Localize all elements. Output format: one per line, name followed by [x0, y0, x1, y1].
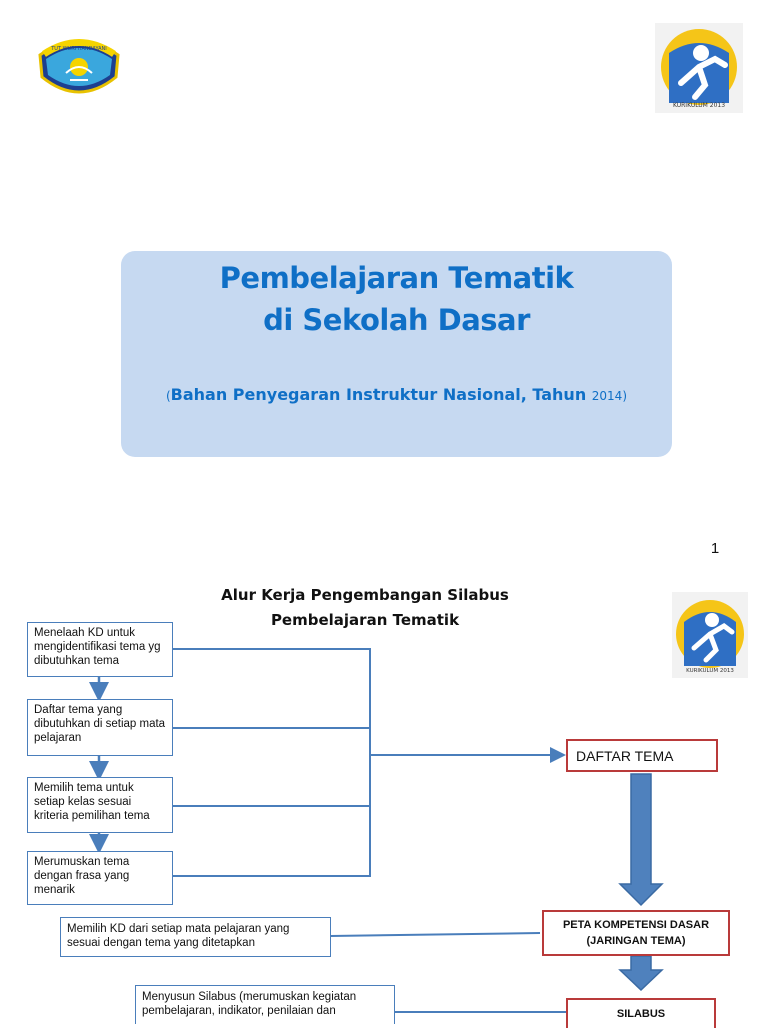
flowchart-title-line-2: Pembelajaran Tematik [270, 611, 460, 629]
peta-line-1: PETA KOMPETENSI DASAR [562, 919, 710, 931]
pick-kd-box: Memilih KD dari setiap mata pelajaran yang sesuai dengan tema yang ditetapkan [60, 917, 331, 957]
page-number: 1 [710, 540, 720, 557]
peta-line-2: (JARINGAN TEMA) [586, 935, 686, 947]
title-line-1: Pembelajaran Tematik [219, 261, 574, 295]
subtitle-open-paren: ( [165, 389, 171, 403]
silabus-box: SILABUS [566, 998, 716, 1028]
daftar-tema-box: DAFTAR TEMA [566, 739, 718, 772]
big-down-arrow-2 [620, 956, 662, 990]
subtitle-main: Bahan Penyegaran Instruktur Nasional, Tahun [170, 385, 592, 404]
svg-text:TUT WURI HANDAYANI: TUT WURI HANDAYANI [51, 46, 107, 52]
svg-text:KURIKULUM 2013: KURIKULUM 2013 [686, 668, 734, 674]
step-1-box: Menelaah KD untuk mengidentifikasi tema yg dibutuhkan tema [27, 622, 173, 677]
title-line-2: di Sekolah Dasar [263, 303, 530, 337]
compose-syllabus-box: Menyusun Silabus (merumuskan kegiatan pembelajaran, indikator, penilaian dan [135, 985, 395, 1024]
big-down-arrow-1 [620, 774, 662, 905]
subtitle-year: 2014 [591, 389, 623, 403]
step-4-box: Merumuskan tema dengan frasa yang menarik [27, 851, 173, 905]
subtitle-close-paren: ) [622, 389, 628, 403]
svg-text:KURIKULUM 2013: KURIKULUM 2013 [672, 102, 726, 109]
step-3-box: Memilih tema untuk setiap kelas sesuai kriteria pemilihan tema [27, 777, 173, 833]
step-2-box: Daftar tema yang dibutuhkan di setiap mata pelajaran [27, 699, 173, 756]
flowchart-title-line-1: Alur Kerja Pengembangan Silabus [221, 586, 509, 604]
peta-kompetensi-box [542, 910, 730, 956]
